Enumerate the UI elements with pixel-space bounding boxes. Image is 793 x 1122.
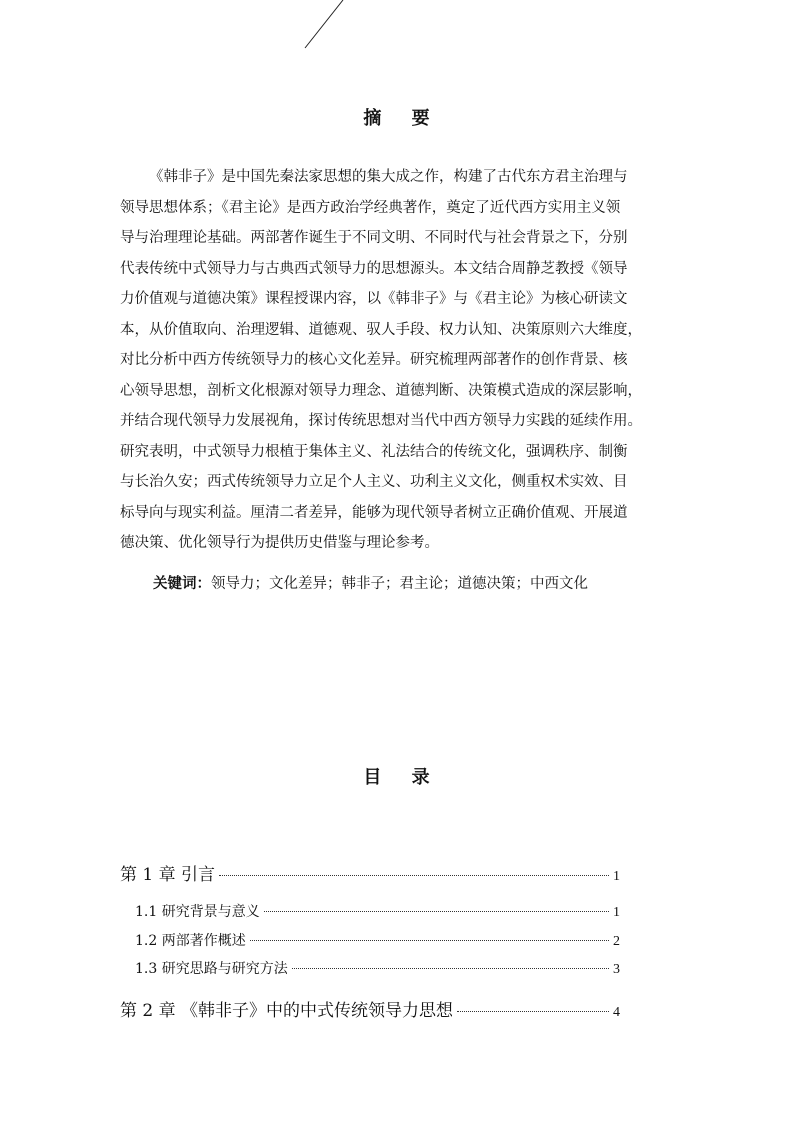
abstract-line: 《韩非子》是中国先秦法家思想的集大成之作，构建了古代东方君主治理与 (149, 169, 628, 185)
abstract-line: 导与治理理论基础。两部著作诞生于不同文明、不同时代与社会背景之下，分别 (120, 230, 628, 246)
toc-title: 目 录 (363, 767, 442, 788)
abstract-line: 领导思想体系；《君主论》是西方政治学经典著作，奠定了近代西方实用主义领 (120, 199, 621, 216)
toc-entry-label: 1.3 研究思路与研究方法 (135, 961, 288, 977)
toc-page-number: 1 (613, 869, 620, 884)
corner-diagonal-line (300, 0, 350, 50)
keywords-label: 关键词： (153, 576, 211, 592)
keywords-text: 领导力；文化差异；韩非子；君主论；道德决策；中西文化 (211, 576, 588, 592)
toc-entry-1-1[interactable] (135, 901, 620, 921)
toc-dot-leader (250, 940, 609, 941)
abstract-line: 心领导思想，剖析文化根源对领导力理念、道德判断、决策模式造成的深层影响， (120, 382, 642, 399)
toc-dot-leader (219, 875, 609, 876)
abstract-line: 力价值观与道德决策》课程授课内容，以《韩非子》与《君主论》为核心研读文 (120, 291, 628, 307)
toc-page-number: 3 (613, 962, 620, 977)
toc-page-number: 1 (613, 905, 620, 920)
abstract-title: 摘 要 (363, 108, 442, 129)
toc-entry-label: 第 1 章 引言 (120, 865, 216, 885)
toc-entry-chapter-1[interactable] (120, 860, 620, 885)
toc-page-number: 4 (613, 1005, 620, 1020)
toc-dot-leader (292, 968, 609, 969)
toc-page-number: 2 (613, 934, 620, 949)
abstract-line: 标导向与现实利益。厘清二者差异，能够为现代领导者树立正确价值观、开展道 (120, 504, 628, 521)
abstract-line: 本，从价值取向、治理逻辑、道德观、驭人手段、权力认知、决策原则六大维度， (120, 321, 642, 338)
toc-entry-label: 1.1 研究背景与意义 (135, 904, 260, 920)
toc-dot-leader (264, 911, 609, 912)
keywords (153, 569, 588, 599)
abstract-body (120, 162, 686, 559)
abstract-line: 并结合现代领导力发展视角，探讨传统思想对当代中西方领导力实践的延续作用。 (120, 413, 642, 429)
abstract-line: 对比分析中西方传统领导力的核心文化差异。研究梳理两部著作的创作背景、核 (120, 352, 628, 368)
toc-entry-chapter-2[interactable] (120, 996, 620, 1021)
toc-entry-1-3[interactable] (135, 958, 620, 978)
abstract-line: 与长治久安；西式传统领导力立足个人主义、功利主义文化，侧重权术实效、目 (120, 474, 628, 490)
abstract-line: 代表传统中式领导力与古典西式领导力的思想源头。本文结合周静芝教授《领导 (120, 260, 628, 277)
toc-entry-1-2[interactable] (135, 930, 620, 950)
abstract-line: 研究表明，中式领导力根植于集体主义、礼法结合的传统文化，强调秩序、制衡 (120, 443, 628, 460)
toc-dot-leader (457, 1011, 609, 1012)
toc-entry-label: 第 2 章 《韩非子》中的中式传统领导力思想 (120, 1001, 454, 1021)
toc-entry-label: 1.2 两部著作概述 (135, 933, 246, 949)
abstract-line: 德决策、优化领导行为提供历史借鉴与理论参考。 (120, 535, 439, 551)
